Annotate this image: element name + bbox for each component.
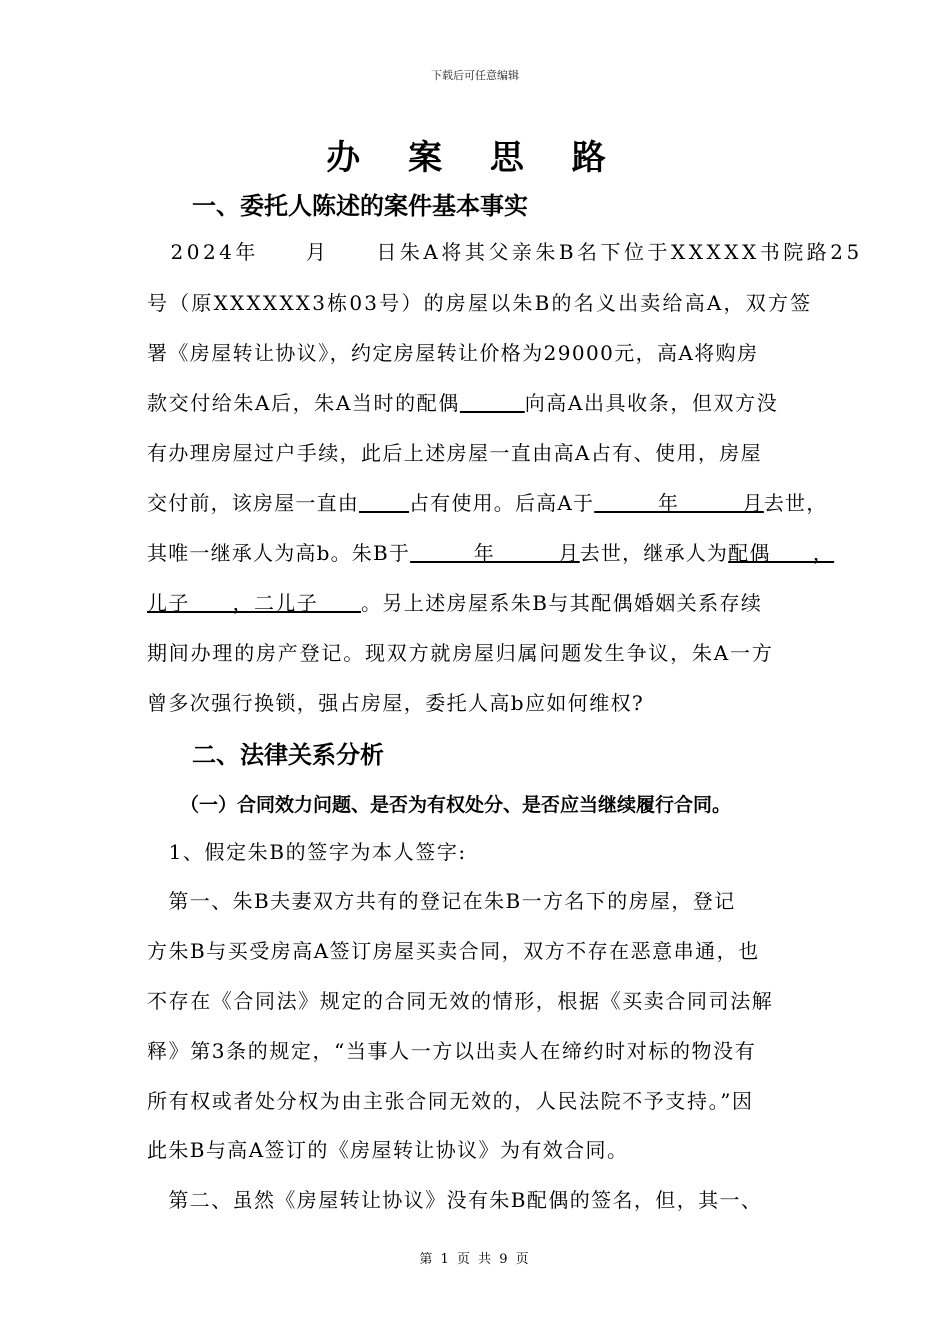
paragraph-line: 第一、朱B夫妻双方共有的登记在朱B一方名下的房屋，登记	[147, 889, 736, 913]
paragraph-line: 第二、虽然《房屋转让协议》没有朱B配偶的签名，但，其一、	[147, 1188, 763, 1212]
heir-spouse: 配偶 ，	[728, 541, 835, 565]
paragraph-line: 有办理房屋过户手续，此后上述房屋一直由高A占有、使用，房屋	[147, 441, 763, 465]
paragraph-line: 方朱B与买受房高A签订房屋买卖合同，双方不存在恶意串通，也	[147, 939, 760, 963]
page-header: 下载后可任意编辑	[431, 69, 519, 82]
paragraph-line: 不存在《合同法》规定的合同无效的情形，根据《买卖合同司法解	[147, 989, 774, 1013]
section-heading-facts: 一、委托人陈述的案件基本事实	[192, 192, 528, 220]
paragraph-line: 1、假定朱B的签字为本人签字:	[147, 840, 467, 864]
section-heading-analysis: 二、法律关系分析	[192, 741, 384, 769]
paragraph-line: 儿子 ，二儿子 。另上述房屋系朱B与其配偶婚姻关系存续	[147, 591, 763, 615]
paragraph-line: 曾多次强行换锁，强占房屋，委托人高b应如何维权?	[147, 691, 645, 715]
date-blank: 年 月	[410, 541, 580, 565]
paragraph-line: 款交付给朱A后，朱A当时的配偶 向高A出具收条，但双方没	[147, 391, 779, 415]
blank-underline	[359, 491, 409, 515]
blank-underline	[460, 391, 525, 415]
paragraph-line: 此朱B与高A签订的《房屋转让协议》为有效合同。	[147, 1138, 629, 1162]
paragraph-line: 释》第3条的规定，“当事人一方以出卖人在缔约时对标的物没有	[147, 1039, 757, 1063]
paragraph-line: 号（原XXXXXX3栋03号）的房屋以朱B的名义出卖给高A，双方签	[147, 291, 813, 315]
paragraph-line: 2024年 月 日朱A将其父亲朱B名下位于XXXXX书院路25	[147, 240, 863, 264]
document-title: 办 案 思 路	[326, 138, 624, 178]
paragraph-line: 所有权或者处分权为由主张合同无效的，人民法院不予支持。”因	[147, 1089, 754, 1113]
page-footer: 第 1 页 共 9 页	[419, 1252, 531, 1267]
heir-sons: 儿子 ，二儿子	[147, 591, 361, 615]
paragraph-line: 期间办理的房产登记。现双方就房屋归属问题发生争议，朱A一方	[147, 641, 774, 665]
subsection-heading-contract: （一）合同效力问题、是否为有权处分、是否应当继续履行合同。	[180, 794, 732, 816]
paragraph-line: 署《房屋转让协议》，约定房屋转让价格为29000元，高A将购房	[147, 341, 759, 365]
paragraph-line: 交付前，该房屋一直由 占有使用。后高A于 年 月去世，	[147, 491, 828, 515]
date-blank: 年 月	[594, 491, 764, 515]
paragraph-line: 其唯一继承人为高b。朱B于 年 月去世，继承人为配偶 ，	[147, 541, 835, 565]
